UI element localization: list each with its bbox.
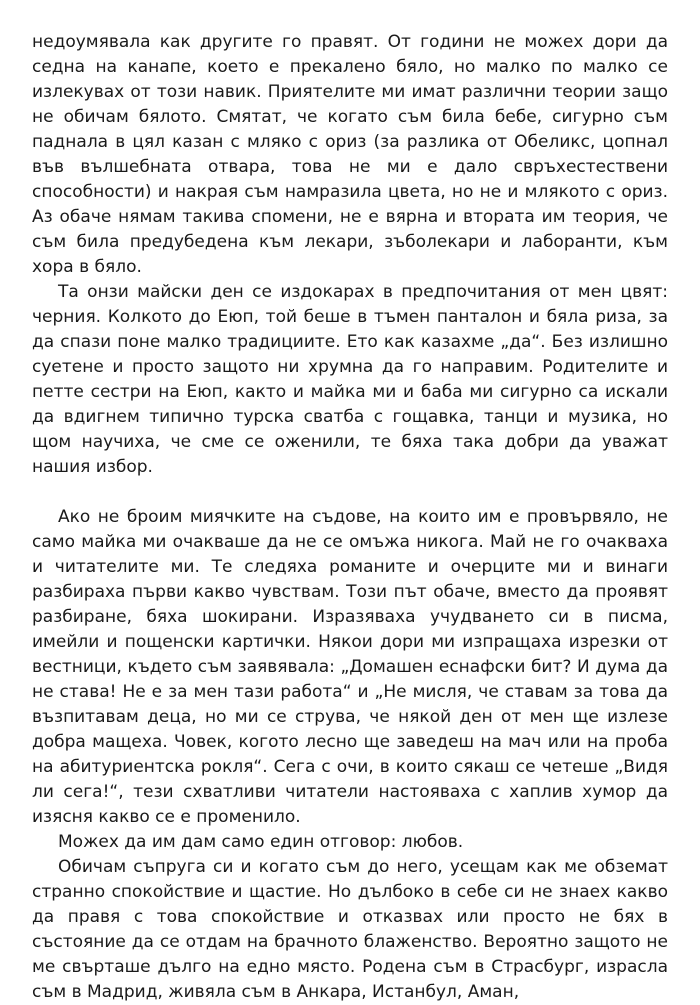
paragraph-1: недоумявала как другите го правят. От години не можех дори да седна на канапе, което е прекалено бяло, но малко по малко се излекувах от този навик. Приятелите ми имат различни теории защо не обичам бялото. Смятат, че когато съм била бебе, сигурно съм паднала в цял казан с мляко с ориз (за разлика от Обеликс, цопнал във вълшебната отвара, това не ми е дало свръхестествени способности) и накрая съм намразила цвета, но не и млякото с ориз. Аз обаче нямам такива спомени, не е вярна и втората им теория, че съм била предубедена към лекари, зъболекари и лаборанти, към хора в бяло. bbox=[32, 32, 668, 277]
paragraph-3: Ако не броим миячките на съдове, на които им е провървяло, не само майка ми очакваше да не се омъжа никога. Май не го очакваха и читателите ми. Те следяха романите и очерците ми и винаги разбираха първи какво чувствам. Този път обаче, вместо да проявят разбиране, бяха шокирани. Изразяваха учудването си в писма, имейли и пощенски картички. Някои дори ми изпращаха изрезки от вестници, където съм заявявала: „Домашен еснафски бит? И дума да не става! Не е за мен тази работа“ и „Не мисля, че ставам за това да възпитавам деца, но ми се струва, че някой ден от мен ще излезе добра мащеха. Човек, когото лесно ще заведеш на мач или на проба на абитуриентска рокля“. Сега с очи, в които сякаш се четеше „Видя ли сега!“, тези схватливи читатели настояваха с хаплив хумор да изясня какво се е променило. bbox=[32, 507, 668, 827]
paragraph-2: Та онзи майски ден се издокарах в предпочитания от мен цвят: черния. Колкото до Еюп, той беше в тъмен панталон и бяла риза, за да спази поне малко традициите. Ето как казахме „да“. Без излишно суетене и просто защото ни хрумна да го направим. Родителите и петте сестри на Еюп, както и майка ми и баба ми сигурно са искали да вдигнем типично турска сватба с гощавка, танци и музика, но щом научиха, че сме се оженили, те бяха така добри да уважат нашия избор. bbox=[32, 282, 668, 477]
paragraph-5: Обичам съпруга си и когато съм до него, усещам как ме обземат странно спокойствие и щастие. Но дълбоко в себе си не знаех какво да правя с това спокойствие и отказвах или просто не бях в състояние да се отдам на брачното блаженство. Вероятно защото не ме свърташе дълго на едно място. Родена съм в Страсбург, израсла съм в Мадрид, живяла съм в Анкара, Истанбул, Аман, bbox=[32, 857, 668, 1002]
paragraph-4: Можех да им дам само един отговор: любов. bbox=[58, 832, 464, 852]
section-break bbox=[32, 480, 668, 505]
page-body-text bbox=[32, 30, 668, 1005]
